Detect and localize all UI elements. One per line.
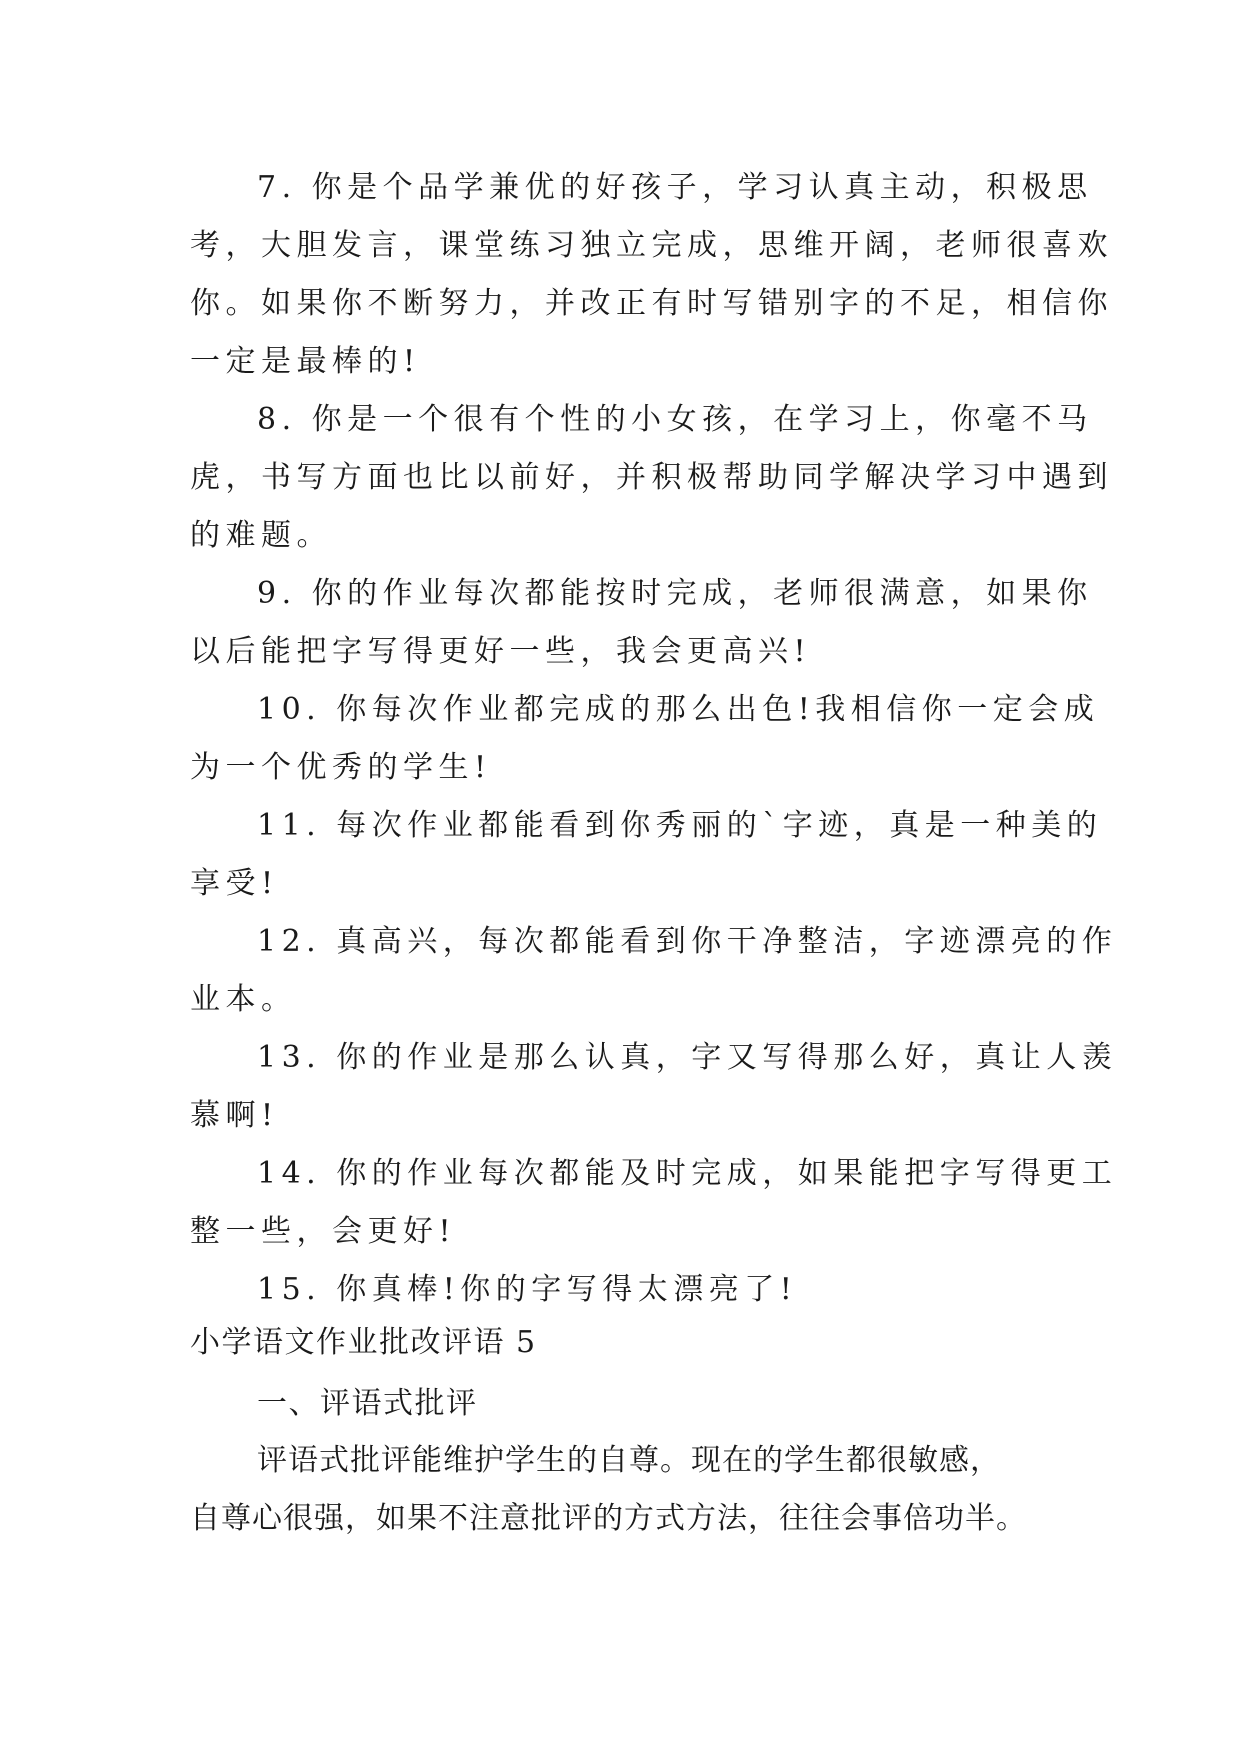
paragraph-11-line-1: 11. 每次作业都能看到你秀丽的`字迹，真是一种美的 (257, 808, 1103, 843)
paragraph-10-line-1: 10. 你每次作业都完成的那么出色!我相信你一定会成 (257, 692, 1100, 727)
paragraph-10-line-2: 为一个优秀的学生! (190, 750, 492, 785)
section-heading: 小学语文作业批改评语 5 (190, 1325, 537, 1360)
paragraph-8-line-1: 8. 你是一个很有个性的小女孩，在学习上，你毫不马 (257, 402, 1093, 437)
paragraph-8-line-3: 的难题。 (190, 518, 332, 553)
paragraph-9-line-2: 以后能把字写得更好一些，我会更高兴! (190, 634, 812, 669)
body-paragraph-line-1: 评语式批评能维护学生的自尊。现在的学生都很敏感， (257, 1443, 1001, 1478)
paragraph-7-line-3: 你。如果你不断努力，并改正有时写错别字的不足，相信你 (190, 286, 1113, 321)
paragraph-7-line-4: 一定是最棒的! (190, 344, 421, 379)
paragraph-7-line-2: 考，大胆发言，课堂练习独立完成，思维开阔，老师很喜欢 (190, 228, 1113, 263)
paragraph-13-line-1: 13. 你的作业是那么认真，字又写得那么好，真让人羡 (257, 1040, 1118, 1075)
paragraph-11-line-2: 享受! (190, 866, 279, 901)
subsection-heading: 一、评语式批评 (257, 1386, 478, 1421)
paragraph-8-line-2: 虎，书写方面也比以前好，并积极帮助同学解决学习中遇到 (190, 460, 1113, 495)
paragraph-12-line-2: 业本。 (190, 982, 297, 1017)
body-paragraph-line-2: 自尊心很强，如果不注意批评的方式方法，往往会事倍功半。 (190, 1501, 1027, 1536)
paragraph-12-line-1: 12. 真高兴，每次都能看到你干净整洁，字迹漂亮的作 (257, 924, 1118, 959)
paragraph-14-line-2: 整一些，会更好! (190, 1214, 457, 1249)
paragraph-13-line-2: 慕啊! (190, 1098, 279, 1133)
paragraph-7-line-1: 7. 你是个品学兼优的好孩子，学习认真主动，积极思 (257, 170, 1093, 205)
paragraph-15: 15. 你真棒!你的字写得太漂亮了! (257, 1272, 798, 1307)
paragraph-9-line-1: 9. 你的作业每次都能按时完成，老师很满意，如果你 (257, 576, 1093, 611)
paragraph-14-line-1: 14. 你的作业每次都能及时完成，如果能把字写得更工 (257, 1156, 1118, 1191)
